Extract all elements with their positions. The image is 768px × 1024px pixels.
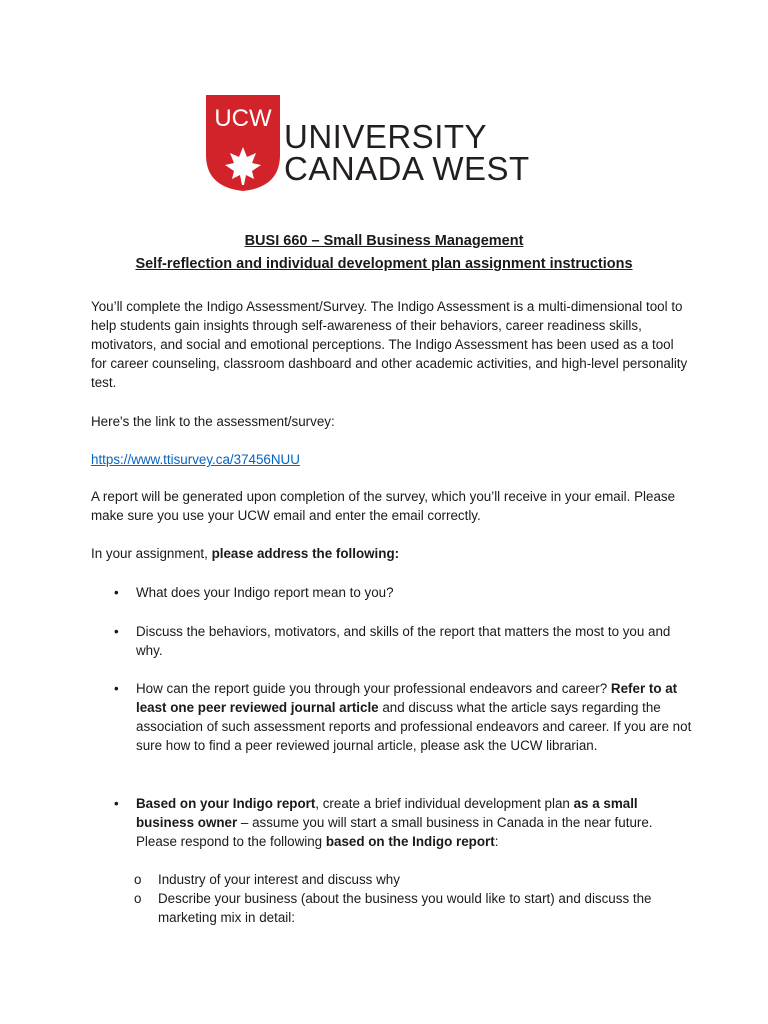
logo-line-1: UNIVERSITY bbox=[284, 118, 488, 155]
sub-bullet-text: Industry of your interest and discuss why bbox=[158, 872, 400, 887]
address-paragraph bbox=[91, 544, 691, 563]
logo-abbreviation: UCW bbox=[214, 105, 272, 132]
bullet-text bbox=[136, 794, 696, 851]
link-paragraph bbox=[91, 450, 691, 469]
report-paragraph: A report will be generated upon completion of the survey, which you’ll receive in your email. Please make sure you use your UCW email and enter the email correctly. bbox=[91, 489, 676, 523]
bullet-text-bold: as a small business owner bbox=[136, 796, 638, 830]
bullet-icon: • bbox=[114, 796, 119, 811]
logo-line-2: CANADA WEST bbox=[284, 150, 530, 187]
link-intro: Here's the link to the assessment/survey: bbox=[91, 414, 335, 429]
bullet-text-part: , create a brief individual development plan bbox=[315, 796, 574, 811]
bullet-icon: • bbox=[114, 585, 119, 600]
bullet-text-bold: based on the Indigo report bbox=[325, 834, 495, 849]
bullet-text bbox=[136, 679, 696, 755]
sub-bullet-text: Describe your business (about the business you would like to start) and discuss the marketing mix in detail: bbox=[158, 891, 652, 925]
address-prefix: In your assignment, bbox=[91, 546, 212, 561]
bullet-text: What does your Indigo report mean to you? bbox=[136, 585, 394, 600]
bullet-icon: • bbox=[114, 681, 119, 696]
address-bold: please address the following: bbox=[211, 546, 400, 561]
bullet-text-part: and discuss what the article says regarding the association of such assessment reports and professional endeavors and career. If you are not sure how to find a peer reviewed journal article, please ask the UCW librarian. bbox=[136, 700, 692, 753]
bullet-text-part: : bbox=[494, 834, 499, 849]
logo-wordmark bbox=[284, 118, 530, 187]
bullet-icon: • bbox=[114, 624, 119, 639]
bullet-text-part: – assume you will start a small business in Canada in the near future. Please respond to the following bbox=[136, 815, 653, 849]
assignment-title: Self-reflection and individual development plan assignment instructions bbox=[135, 256, 633, 272]
intro-paragraph: You’ll complete the Indigo Assessment/Survey. The Indigo Assessment is a multi-dimensional tool to help students gain insights through self-awareness of their behaviors, career readiness skills, motivators, and social and emotional perceptions. The Indigo Assessment has been used as a tool for career counseling, classroom dashboard and other academic activities, and high-level personality test. bbox=[91, 299, 688, 390]
survey-link[interactable]: https://www.ttisurvey.ca/37456NUU bbox=[91, 452, 300, 467]
bullet-text-part: How can the report guide you through your professional endeavors and career? bbox=[136, 681, 611, 696]
circle-bullet-icon: o bbox=[134, 872, 142, 887]
ucw-logo bbox=[206, 95, 564, 191]
circle-bullet-icon: o bbox=[134, 891, 142, 906]
bullet-text-bold: Based on your Indigo report bbox=[136, 796, 316, 811]
bullet-text: Discuss the behaviors, motivators, and skills of the report that matters the most to you and why. bbox=[136, 624, 671, 658]
course-title: BUSI 660 – Small Business Management bbox=[244, 233, 524, 249]
bullet-text-bold: Refer to at least one peer reviewed journal article bbox=[136, 681, 678, 715]
